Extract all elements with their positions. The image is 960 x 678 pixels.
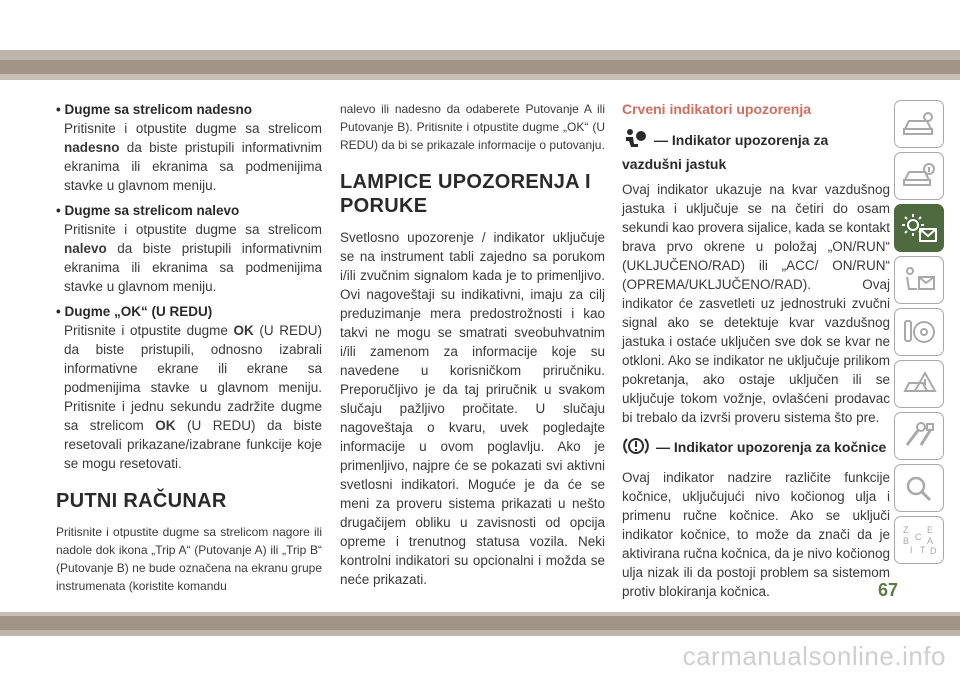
top-decorative-band [0,0,960,86]
tab-safety[interactable] [894,256,944,304]
service-tools-icon [901,421,937,451]
bottom-band-stripe [0,630,960,636]
left-column [56,100,322,595]
breakdown-warning-icon [901,369,937,399]
tab-warning-lights[interactable] [894,204,944,252]
svg-text:D: D [930,546,937,556]
watermark-text: carmanualsonline.info [682,641,946,671]
bullet-left-arrow: • Dugme sa strelicom nalevo Pritisnite i otpustite dugme sa strelicom nalevo da biste pristupili informativnim ekranima ili ekranima sa podmenijima stavke u glavnom meniju. [56,203,322,294]
tab-in-case-of-emergency[interactable] [894,360,944,408]
warning-lights-icon [900,212,938,244]
tab-starting-operating[interactable] [894,308,944,356]
bullet-ok-button: • Dugme „OK“ (U REDU) Pritisnite i otpustite dugme OK (U REDU) da biste pristupili, odnosno izabrali informativne ekrane ili ekrane sa podmenijima stavke u glavnom meniju. Pritisnite i jednu sekundu zadržite dugme sa strelicom OK (U REDU) da biste resetovali prikazane/izabrane funkcije koje se mogu resetovati. [56,304,322,471]
svg-text:Z: Z [903,525,909,535]
tab-servicing-maintenance[interactable] [894,412,944,460]
airbag-heading: — Indikator upozorenja za vazdušni jastuk [622,128,890,174]
svg-text:B: B [903,536,910,546]
bottom-band-stripe [0,616,960,630]
airbag-icon [622,128,648,155]
trip-computer-continued: nalevo ili nadesno da odaberete Putovanje A ili Putovanje B). Pritisnite i otpustite dugme „OK“ (U REDU) da bi se prikazale informacije o putovanju. [340,102,605,152]
brake-text: Ovaj indikator nadzire različite funkcije kočnice, uključujući nivo kočionog ulja i primenu ručne kočnice. Ako se uključi indikator kočnice, to može da znači da je aktivirana ručna kočnica, da je nivo kočionog ulja nizak ili da postoji problem sa sistemom protiv blokiranja kočnica. [622,470,890,599]
tab-car-info[interactable] [894,152,944,200]
bullet-title: Dugme „OK“ (U REDU) [64,304,213,319]
car-info-icon [901,161,937,191]
red-indicators-title: Crveni indikatori upozorenja [622,101,812,117]
bullet-title: Dugme sa strelicom nalevo [64,203,240,218]
right-column [622,100,890,609]
tab-vehicle-exterior[interactable] [894,100,944,148]
top-band-stripe [0,60,960,74]
svg-text:A: A [927,536,934,546]
svg-text:I: I [910,545,913,555]
steering-wheel-icon [901,317,937,347]
bottom-decorative-band [0,612,960,678]
top-band-stripe [0,50,960,60]
bullet-title: Dugme sa strelicom nadesno [64,102,253,117]
bullet-right-arrow: • Dugme sa strelicom nadesno Pritisnite i otpustite dugme sa strelicom nadesno da biste pristupili informativnim ekranima ili ekranima sa podmenijima stavke u glavnom meniju. [56,102,322,193]
brake-warning-icon [622,435,650,462]
middle-column [340,100,605,597]
page-number: 67 [877,580,898,600]
alphabet-index-icon [900,523,938,557]
safety-seat-icon [901,265,937,295]
chapter-tabs [894,100,944,568]
search-index-icon [901,473,937,503]
section-title-trip-computer: PUTNI RAČUNAR [56,490,227,512]
trip-computer-text: Pritisnite i otpustite dugme sa strelicom nagore ili nadole dok ikona „Trip A“ (Putovanje A) ili „Trip B“ (Putovanje B) ne bude označena na ekranu grupe instrumenata (koristite komandu [56,525,322,593]
top-band-stripe [0,74,960,80]
airbag-text: Ovaj indikator ukazuje na kvar vazdušnog jastuka i uključuje se na četiri do osam sekundi kao provera sijalice, kada se kontakt brava prvo okrene u položaj „ON/RUN“ (UKLJUČENO/RAD) ili „ACC/ ON/RUN“ (OPREMA/UKLJUČENO/RAD). Ovaj indikator će zasvetleti uz jednostruki zvučni signal ako se detektuje kvar vazdušnog jastuka i ostaće uključen sve dok se kvar ne otkloni. Ako se indikator ne uključuje prilikom pokretanja, ako ostaje uključen ili se uključuje tokom vožnje, ovlašćeni prodavac bi trebalo da izvrši proveru sistema što pre. [622,182,890,425]
tab-search[interactable] [894,464,944,512]
svg-text:C: C [915,532,922,542]
brake-heading: — Indikator upozorenja za kočnice [622,435,890,462]
svg-text:T: T [920,545,926,555]
svg-text:E: E [927,525,934,535]
section-title-warning-lights: LAMPICE UPOZORENJA I PORUKE [340,171,591,217]
vehicle-exterior-icon [901,109,937,139]
warning-lights-text: Svetlosno upozorenje / indikator uključuje se na instrument tabli zajedno sa porukom i/ili zvučnim signalom kada je to primenljivo. Ovi nagoveštaji su indikativni, imaju za cilj preduzimanje mera predostrožnosti i kao takvi ne mogu se smatrati sveobuhvatnim i/ili zamenom za informacije koje su navedene u korisničkom priručniku. Preporučljivo je da taj priručnik u svakom slučaju pažljivo pročitate. U slučaju nagoveštaja o kvaru, uvek pogledajte informacije u ovom poglavlju. Ako je primenljivo, najpre će se pokazati svi aktivni svetlosni indikatori. Moguće je da će se meni za proveru sistema prikazati u nešto drugačijem obliku u zavisnosti od opcija opreme i trenutnog statusa vozila. Neki kontrolni indikatori su opcionalni i možda se neće prikazati. [340,230,605,587]
tab-index[interactable] [894,516,944,564]
